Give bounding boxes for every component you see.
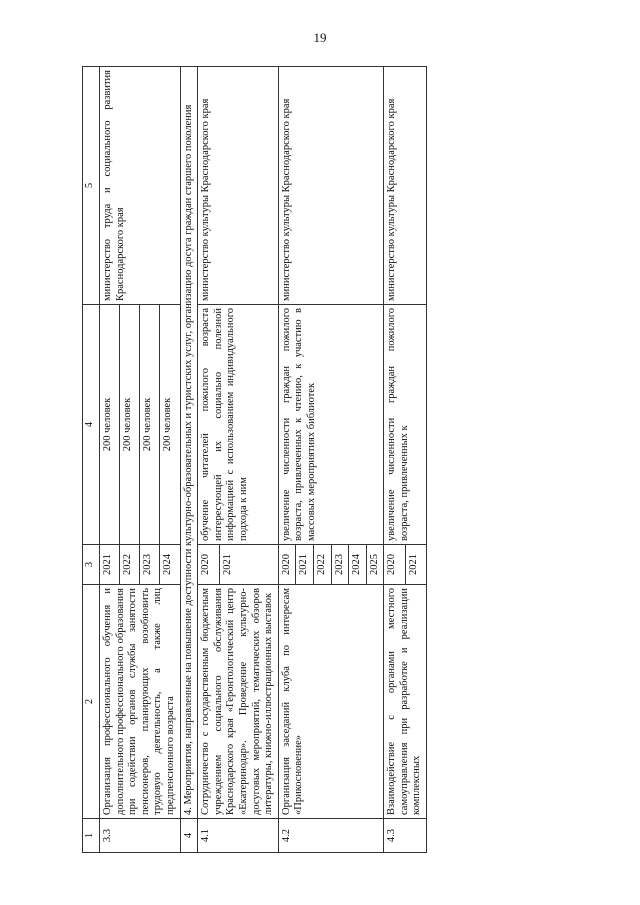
header-col-1: 1 <box>83 819 100 853</box>
row-number: 4.1 <box>198 819 279 853</box>
result-cell: обучение читателей пожилого возраста интересующей их социально полезной информацией с использованием индивидуального подхода к ним <box>198 305 279 545</box>
rotated-table-container <box>82 67 594 853</box>
measure-text: Сотрудничество с государственным бюджетным учреждением социального обслуживания Краснодарского края «Геронтологический центр «Екатеринодар». Проведение культурно-досуговых мероприятий, тематических обзоров литературы, книжно-иллюстрационных выставок <box>198 585 279 819</box>
value-cell: 200 человек <box>160 305 180 545</box>
value-cell: 200 человек <box>120 305 140 545</box>
year-cell: 2021 <box>296 545 314 585</box>
year-cell: 2024 <box>160 545 180 585</box>
year-cell: 2023 <box>140 545 160 585</box>
table-row <box>278 67 296 853</box>
row-number: 3.3 <box>100 819 181 853</box>
page-number: 19 <box>313 30 327 45</box>
measure-text: Взаимодействие с органами местного самоуправления при разработке и реализации комплексных <box>384 585 427 819</box>
year-cell: 2021 <box>219 545 278 585</box>
row-number: 4.2 <box>278 819 384 853</box>
result-cell: увеличение численности граждан пожилого возраста, привлеченных к <box>384 305 427 545</box>
section-number: 4 <box>180 819 198 853</box>
responsible-cell: министерство культуры Краснодарского края <box>198 67 279 305</box>
section-row <box>180 67 198 853</box>
year-cell: 2021 <box>405 545 426 585</box>
year-cell: 2020 <box>278 545 296 585</box>
year-cell: 2024 <box>349 545 367 585</box>
header-col-3: 3 <box>83 545 100 585</box>
responsible-cell: министерство труда и социального развития Краснодарского края <box>100 67 181 305</box>
table-row <box>384 67 405 853</box>
header-col-2: 2 <box>83 585 100 819</box>
value-cell: 200 человек <box>100 305 120 545</box>
measure-text: Организация заседаний клуба по интересам «Прикосновение» <box>278 585 384 819</box>
year-cell: 2023 <box>331 545 349 585</box>
year-cell: 2020 <box>384 545 405 585</box>
responsible-cell: министерство культуры Краснодарского края <box>278 67 384 305</box>
year-cell: 2020 <box>198 545 220 585</box>
header-col-5: 5 <box>83 67 100 305</box>
table-row <box>198 67 220 853</box>
header-col-4: 4 <box>83 305 100 545</box>
year-cell: 2025 <box>366 545 384 585</box>
table-row <box>100 67 120 853</box>
measures-table <box>82 66 427 853</box>
measure-text: Организация профессионального обучения и дополнительного профессионального образования при содействии органов службы занятости пенсионеров, планирующих возобновить трудовую деятельность, а также лиц предпенсионного возраста <box>100 585 181 819</box>
section-title: 4. Мероприятия, направленные на повышение доступности культурно-образовательных и туристских услуг, организацию досуга граждан старшего поколения <box>180 67 198 819</box>
value-cell: 200 человек <box>140 305 160 545</box>
year-cell: 2022 <box>120 545 140 585</box>
header-row <box>83 67 100 853</box>
responsible-cell: министерство культуры Краснодарского края <box>384 67 427 305</box>
result-cell: увеличение численности граждан пожилого возраста, привлеченных к чтению, к участию в массовых мероприятиях библиотек <box>278 305 384 545</box>
row-number: 4.3 <box>384 819 427 853</box>
year-cell: 2022 <box>313 545 331 585</box>
year-cell: 2021 <box>100 545 120 585</box>
